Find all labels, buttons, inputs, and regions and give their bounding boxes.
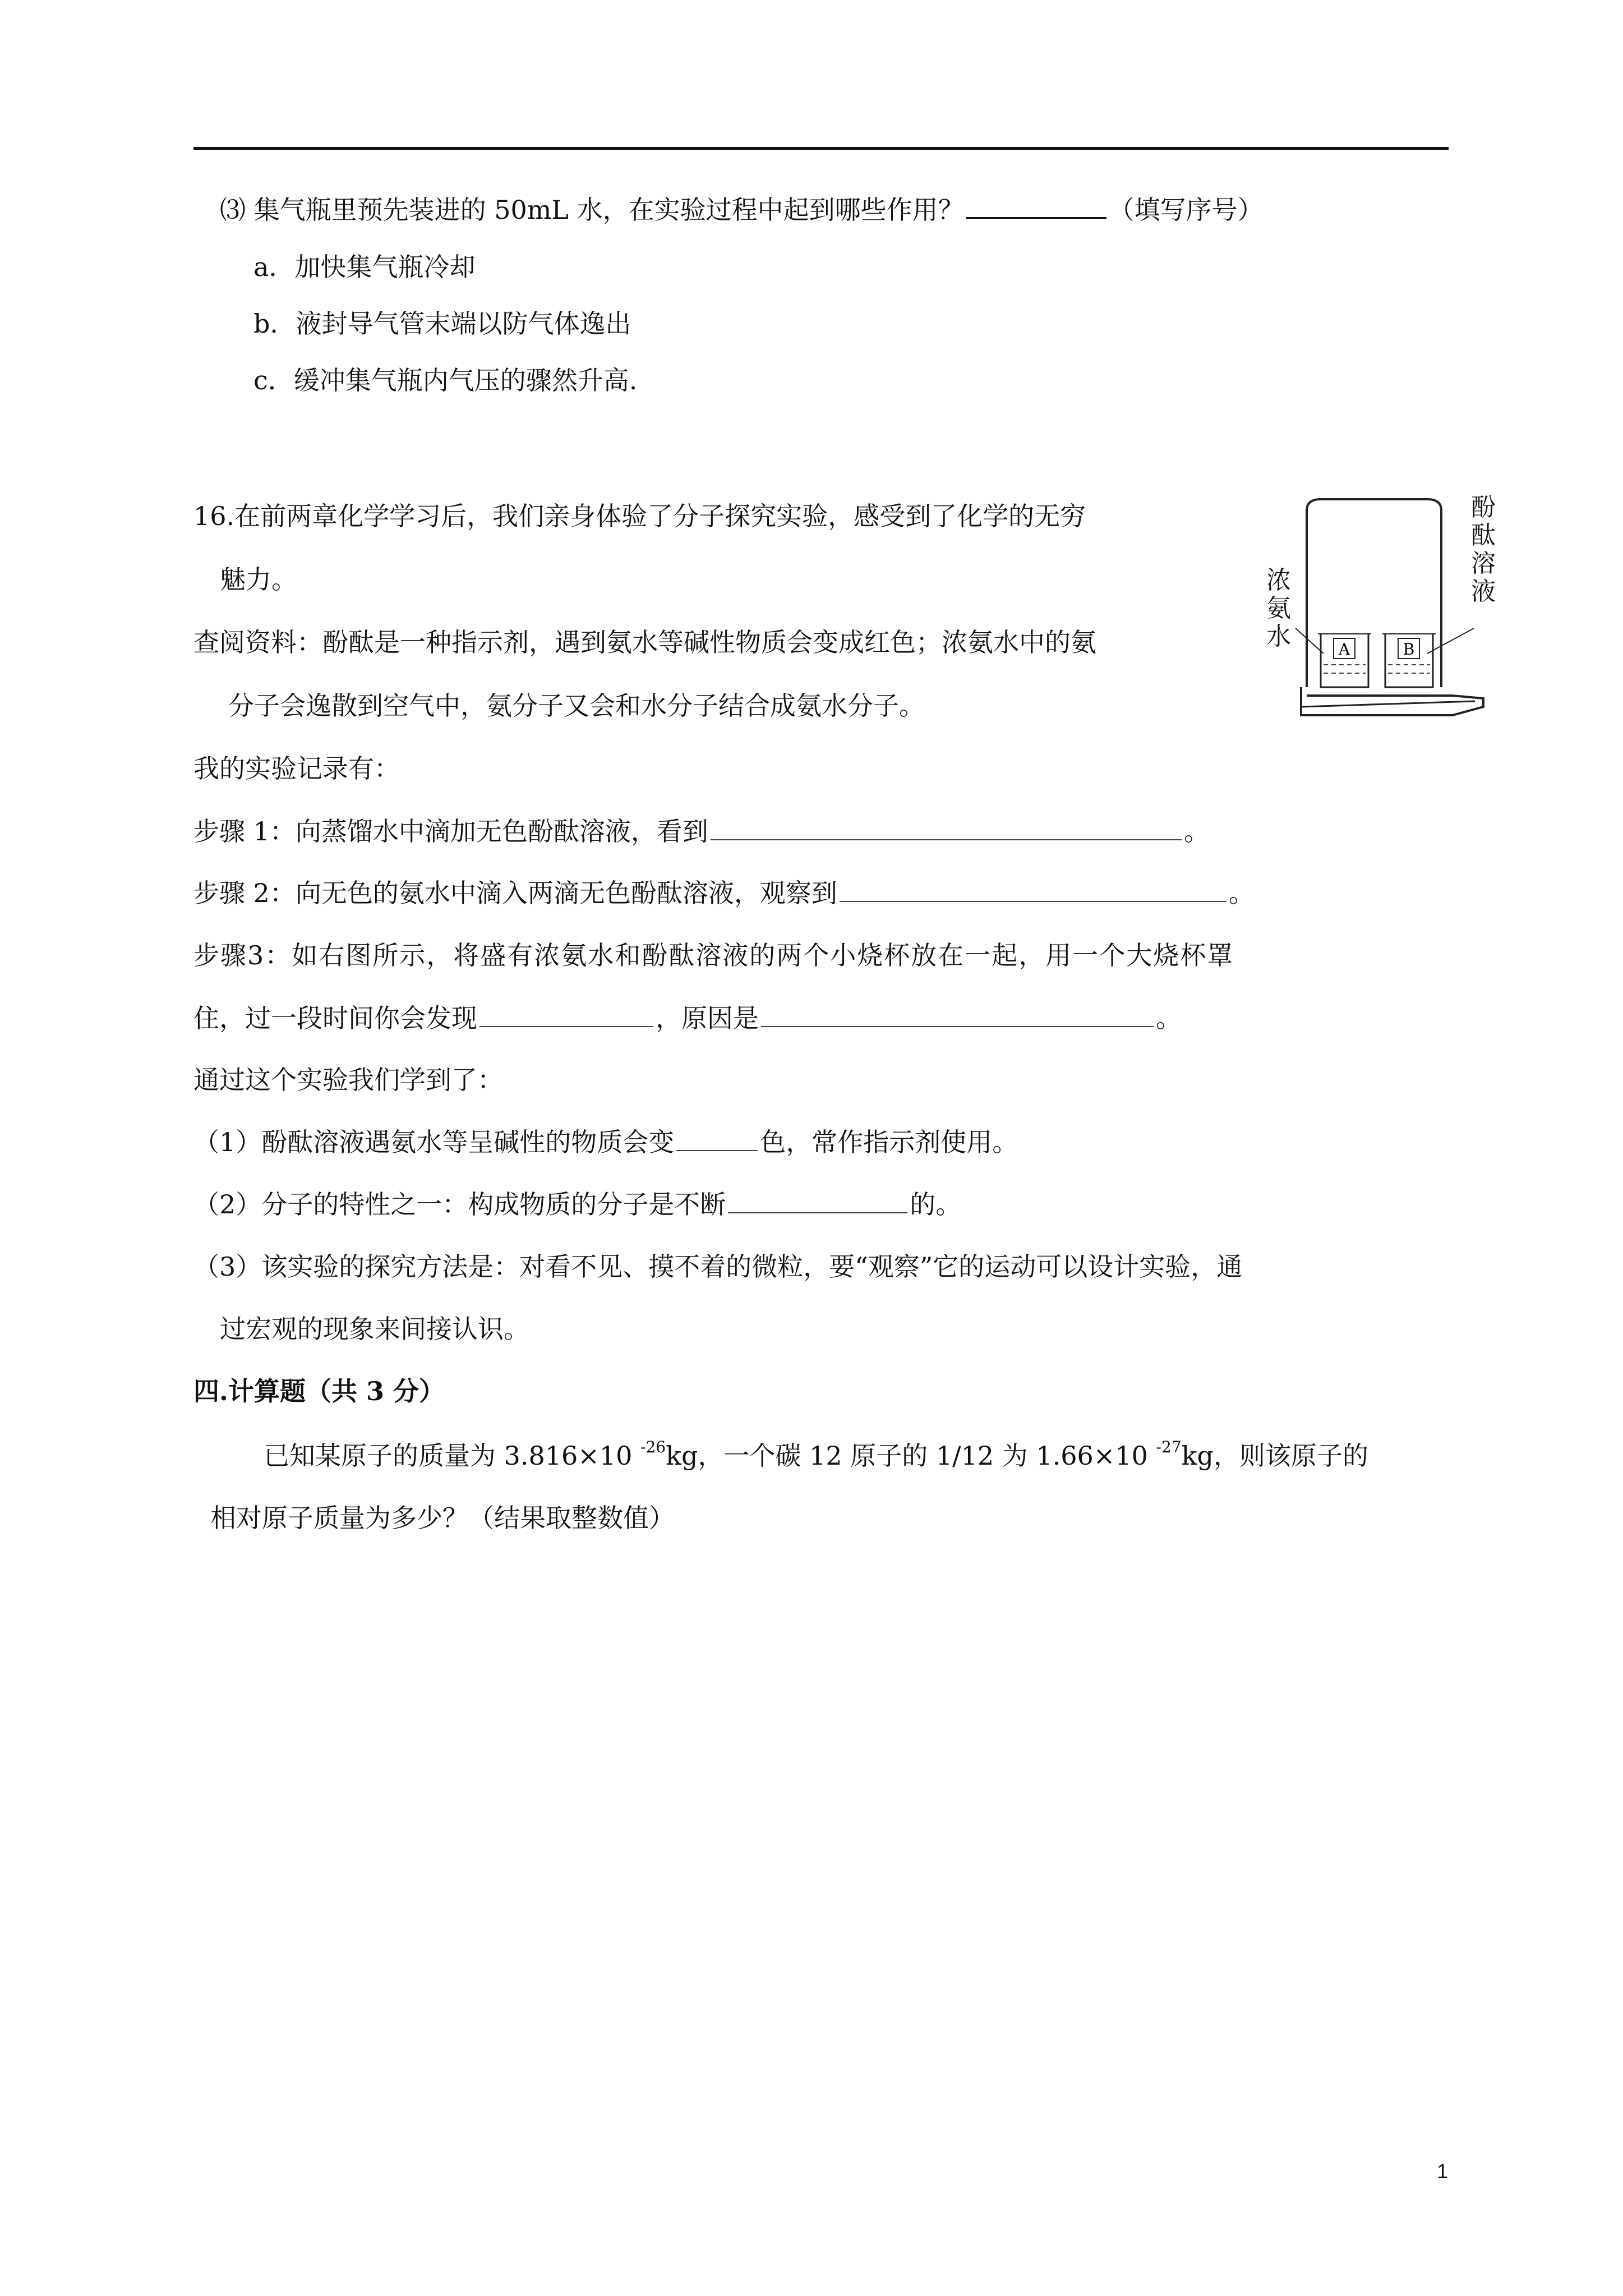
q15-3-question bbox=[220, 192, 1264, 227]
step1-text: 步骤 1：向蒸馏水中滴加无色酚酞溶液，看到 bbox=[193, 816, 708, 846]
header-rule bbox=[193, 147, 1449, 150]
q15-3-option-b: b．液封导气管末端以防气体逸出 bbox=[253, 309, 631, 339]
q16-record-heading: 我的实验记录有： bbox=[193, 753, 400, 784]
q16-learned-3-line2: 过宏观的现象来间接认识。 bbox=[220, 1314, 529, 1344]
step3-text: 住，过一段时间你会发现 bbox=[193, 1003, 477, 1033]
section4-problem-line1 bbox=[264, 1439, 1368, 1473]
q15-3-prefix: ⑶ 集气瓶里预先装进的 50mL 水，在实验过程中起到哪些作用？ bbox=[220, 195, 964, 225]
beaker-b-label: B bbox=[1403, 640, 1415, 659]
step2-end: 。 bbox=[1228, 878, 1255, 908]
section4-problem-line2: 相对原子质量为多少？（结果取整数值） bbox=[210, 1503, 675, 1533]
step1-answer-blank[interactable] bbox=[711, 815, 1182, 840]
problem-part-c: kg，则该原子的 bbox=[1181, 1441, 1368, 1471]
learned-2-post: 的。 bbox=[910, 1189, 962, 1220]
step3-reason-text: ，原因是 bbox=[656, 1003, 759, 1033]
q16-info-line2: 分子会逸散到空气中，氨分子又会和水分子结合成氨水分子。 bbox=[228, 691, 925, 721]
q16-info-line1: 查阅资料：酚酞是一种指示剂，遇到氨水等碱性物质会变成红色；浓氨水中的氨 bbox=[193, 627, 1096, 657]
beaker-a-label: A bbox=[1338, 640, 1350, 659]
learned-1-text: （1）酚酞溶液遇氨水等呈碱性的物质会变 bbox=[193, 1127, 675, 1157]
q16-step1 bbox=[193, 815, 1210, 848]
q15-3-suffix: （填写序号） bbox=[1108, 195, 1264, 225]
exponent-2: -27 bbox=[1156, 1438, 1182, 1456]
q16-learned-3-line1: （3）该实验的探究方法是：对看不见、摸不着的微粒，要“观察”它的运动可以设计实验，通 bbox=[193, 1251, 1243, 1282]
q16-intro-line2: 魅力。 bbox=[220, 564, 297, 595]
q15-3-option-c: c．缓冲集气瓶内气压的骤然升高. bbox=[253, 365, 638, 395]
beaker-experiment-figure bbox=[1267, 494, 1503, 729]
exponent-1: -26 bbox=[640, 1438, 666, 1456]
step3-reason-blank[interactable] bbox=[761, 1001, 1154, 1027]
q15-3-option-a: a．加快集气瓶冷却 bbox=[253, 252, 476, 282]
q15-3-answer-blank[interactable] bbox=[966, 192, 1106, 219]
learned-1-blank[interactable] bbox=[676, 1125, 758, 1151]
q16-learned-1 bbox=[193, 1125, 1018, 1159]
q16-learned-heading: 通过这个实验我们学到了： bbox=[193, 1065, 503, 1095]
q16-learned-2 bbox=[193, 1188, 961, 1221]
step2-answer-blank[interactable] bbox=[840, 876, 1227, 902]
beaker-diagram bbox=[1267, 494, 1503, 729]
q16-step3-line1: 步骤3：如右图所示，将盛有浓氨水和酚酞溶液的两个小烧杯放在一起，用一个大烧杯罩 bbox=[193, 940, 1234, 970]
phenolphthalein-label: 酚酞溶液 bbox=[1471, 493, 1496, 606]
ammonia-label: 浓氨水 bbox=[1266, 566, 1291, 651]
problem-part-b: kg，一个碳 12 原子的 1/12 为 1.66×10 bbox=[666, 1441, 1156, 1471]
step2-text: 步骤 2：向无色的氨水中滴入两滴无色酚酞溶液，观察到 bbox=[193, 878, 837, 908]
step3-phenomenon-blank[interactable] bbox=[479, 1001, 653, 1027]
problem-part-a: 已知某原子的质量为 3.816×10 bbox=[264, 1441, 641, 1471]
learned-1-post: 色，常作指示剂使用。 bbox=[760, 1127, 1018, 1157]
q16-intro-line1: 16.在前两章化学学习后，我们亲身体验了分子探究实验，感受到了化学的无穷 bbox=[193, 501, 1086, 531]
q16-step3-line2 bbox=[193, 1001, 1182, 1035]
step3-end: 。 bbox=[1156, 1003, 1182, 1033]
learned-2-text: （2）分子的特性之一：构成物质的分子是不断 bbox=[193, 1189, 726, 1220]
section4-heading: 四.计算题（共 3 分） bbox=[193, 1376, 445, 1406]
learned-2-blank[interactable] bbox=[728, 1188, 907, 1213]
page-number: 1 bbox=[1437, 2160, 1449, 2183]
q16-step2 bbox=[193, 876, 1255, 910]
step1-end: 。 bbox=[1183, 816, 1210, 846]
